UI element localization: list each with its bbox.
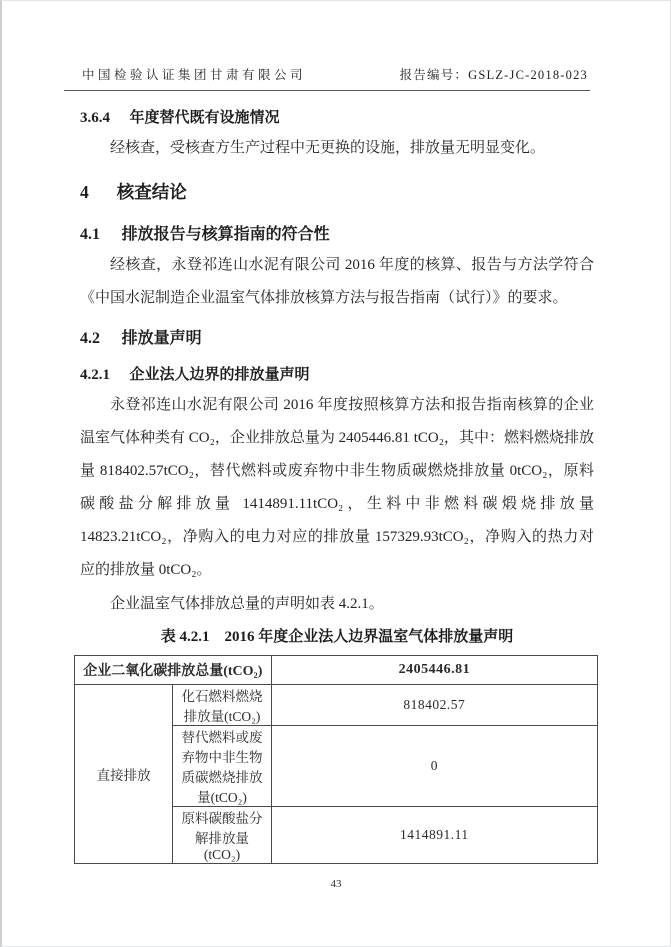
row-label-cell: 化石燃料燃烧排放量(tCO₂)	[173, 685, 271, 726]
section-number: 4.2.1	[80, 367, 110, 383]
row-value-cell: 818402.57	[271, 685, 597, 726]
section-heading-4-1	[80, 223, 594, 247]
section-number: 4.1	[80, 226, 100, 243]
paragraph-3-6-4: 经核查，受核查方生产过程中无更换的设施，排放量无明显变化。	[110, 140, 546, 156]
section-heading-4-2	[80, 327, 594, 351]
paragraph-4-2-1-main: 永登祁连山水泥有限公司 2016 年度按照核算方法和报告指南核算的企业温室气体种类有 CO₂，企业排放总量为 2405446.81 tCO₂，其中：燃料燃烧排放量 818402.57tCO₂，替代燃料或废弃物中非生物质碳燃烧排放量 0tCO₂，原料碳酸盐分解排放量 1414891.11tCO₂，生料中非燃料碳煅烧排放量 14823.21tCO₂，净购入的电力对应的排放量 157329.93tCO₂，净购入的热力对应的排放量 0tCO₂。	[80, 397, 594, 578]
page-header	[64, 65, 590, 91]
section-title: 排放量声明	[121, 330, 202, 347]
paragraph-4-1: 经核查，永登祁连山水泥有限公司 2016 年度的核算、报告与方法学符合《中国水泥制造企业温室气体排放核算方法与报告指南（试行）》的要求。	[80, 257, 594, 306]
table-caption: 表 4.2.1 2016 年度企业法人边界温室气体排放量声明	[160, 629, 514, 645]
section-heading-4	[80, 179, 594, 205]
table-row-total	[75, 656, 598, 685]
total-label-cell: 企业二氧化碳排放总量(tCO₂)	[75, 656, 272, 685]
section-number: 4.2	[80, 330, 100, 347]
section-title: 排放报告与核算指南的符合性	[121, 226, 330, 243]
section-heading-4-2-1	[80, 363, 594, 387]
row-label-cell: 替代燃料或废弃物中非生物质碳燃烧排放量(tCO₂)	[173, 726, 271, 807]
report-number: 报告编号：GSLZ-JC-2018-023	[399, 68, 588, 82]
section-number: 3.6.4	[80, 110, 110, 126]
section-title: 企业法人边界的排放量声明	[129, 367, 310, 383]
section-heading-3-6-4	[80, 106, 594, 130]
total-value-cell: 2405446.81	[271, 656, 597, 685]
row-value-cell: 1414891.11	[271, 807, 597, 864]
row-value-cell: 0	[271, 726, 597, 807]
table-row	[75, 685, 598, 726]
row-label-cell: 原料碳酸盐分解排放量(tCO₂)	[173, 807, 271, 864]
document-content	[80, 106, 594, 864]
paragraph-4-2-1-note: 企业温室气体排放总量的声明如表 4.2.1。	[110, 596, 384, 612]
company-name: 中国检验认证集团甘肃有限公司	[82, 68, 307, 82]
group-label-cell: 直接排放	[75, 685, 173, 864]
emissions-table	[74, 655, 598, 864]
section-title: 核查结论	[116, 182, 187, 202]
section-title: 年度替代既有设施情况	[129, 110, 280, 126]
section-number: 4	[80, 182, 89, 202]
page-number: 43	[330, 878, 342, 890]
